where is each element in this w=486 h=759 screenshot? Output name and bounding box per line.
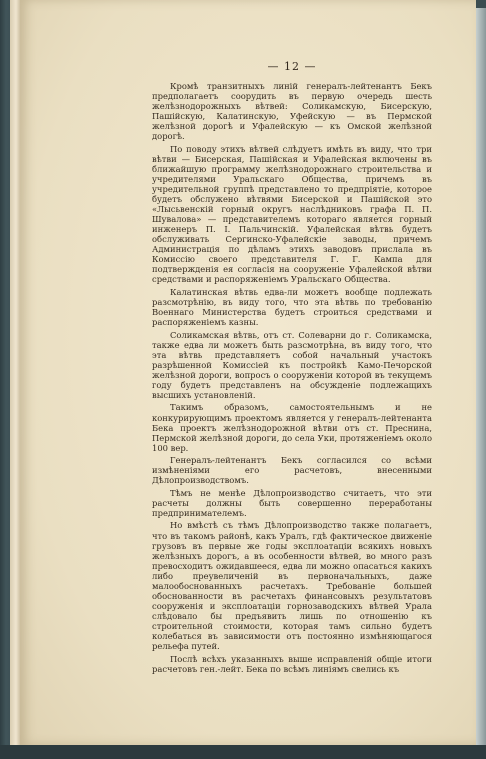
page-stack-edge <box>476 8 486 753</box>
paragraph-4: Соликамская вѣтвь, отъ ст. Солеварни до г. Соликамска, также едва ли можетъ быть разсмотрѣна, въ виду того, что эта вѣтвь представляетъ собой начальный участокъ разрѣшенной Комиссіей къ постройкѣ Камо-Печорской желѣзной дороги, вопросъ о сооруженіи которой въ текущемъ году будетъ представленъ на обсужденіе подлежащихъ высшихъ установленій. <box>152 329 432 400</box>
page-text-block <box>152 60 432 676</box>
paragraph-2: По поводу этихъ вѣтвей слѣдуетъ имѣть въ виду, что три вѣтви — Бисерская, Пашійская и Уфалейская включены въ ближайшую программу желѣзнодорожнаго строительства и учредителями Уральскаго Общества, причемъ въ учредительной группѣ представлено то предпріятіе, которое будетъ обслужено вѣтвями Бисерской и Пашійской это «Лысьвенскій горный округъ наслѣдниковъ графа П. П. Шувалова» — представителемъ котораго является горный инженеръ П. І. Пальчинскій. Уфалейская вѣтвь будетъ обслуживать Сергинско-Уфалейскіе заводы, причемъ Администрація по дѣламъ этихъ заводовъ прислала въ Комиссію своего представителя Г. Г. Кампа для подтвержденія ея согласія на сооруженіе Уфалейской вѣтви средствами и распоряженіемъ Уральскаго Общества. <box>152 143 432 285</box>
paragraph-7: Тѣмъ не менѣе Дѣлопроизводство считаетъ, что эти расчеты должны быть совершенно переработаны предпринимателемъ. <box>152 487 432 518</box>
paragraph-8: Но вмѣстѣ съ тѣмъ Дѣлопроизводство также полагаетъ, что въ такомъ районѣ, какъ Уралъ, гдѣ фактическое движеніе грузовъ въ первые же годы эксплоатаціи всякихъ новыхъ желѣзныхъ дорогъ, а въ особенности вѣтвей, во много разъ превосходитъ ожидавшееся, едва ли можно опасаться какихъ либо преувеличеній въ первоначальныхъ, даже малообоснованныхъ расчетахъ. Требованіе большей обоснованности въ расчетахъ финансовыхъ результатовъ сооруженія и эксплоатаціи горнозаводскихъ вѣтвей Урала слѣдовало бы предъявить лишь по отношенію къ строительной стоимости, которая тамъ сильно будетъ колебаться въ зависимости отъ постоянно измѣняющагося рельефа путей. <box>152 520 432 652</box>
paragraph-6: Генералъ-лейтенантъ Бекъ согласился со всѣми измѣненіями его расчетовъ, внесенными Дѣлопроизводствомъ. <box>152 455 432 486</box>
page-number: — 12 — <box>267 60 317 73</box>
paragraph-3: Калатинская вѣтвь едва-ли можетъ вообще подлежать разсмотрѣнію, въ виду того, что эта вѣтвь по требованію Военнаго Министерства будетъ строиться средствами и распоряженіемъ казны. <box>152 286 432 328</box>
cover-bottom-edge <box>0 745 486 759</box>
paragraph-5: Такимъ образомъ, самостоятельнымъ и не конкурирующимъ проектомъ является у генералъ-лейтенанта Бека проектъ желѣзнодорожной вѣтви отъ ст. Преснина, Пермской желѣзной дороги, до села Уки, протяженіемъ около 100 вер. <box>152 402 432 453</box>
paragraph-1: Кромѣ транзитныхъ линій генералъ-лейтенантъ Бекъ предполагаетъ соорудить въ первую очередь шесть желѣзнодорожныхъ вѣтвей: Соликамскую, Бисерскую, Пашійскую, Калатинскую, Уфейскую — въ Пермской желѣзной дорогѣ и Уфалейскую — къ Омской желѣзной дорогѣ. <box>152 81 432 142</box>
book-spine-edge <box>10 0 20 759</box>
paragraph-9: Послѣ всѣхъ указанныхъ выше исправленій общіе итоги расчетовъ ген.-лейт. Бека по всѣмъ линіямъ свелись къ <box>152 653 432 674</box>
